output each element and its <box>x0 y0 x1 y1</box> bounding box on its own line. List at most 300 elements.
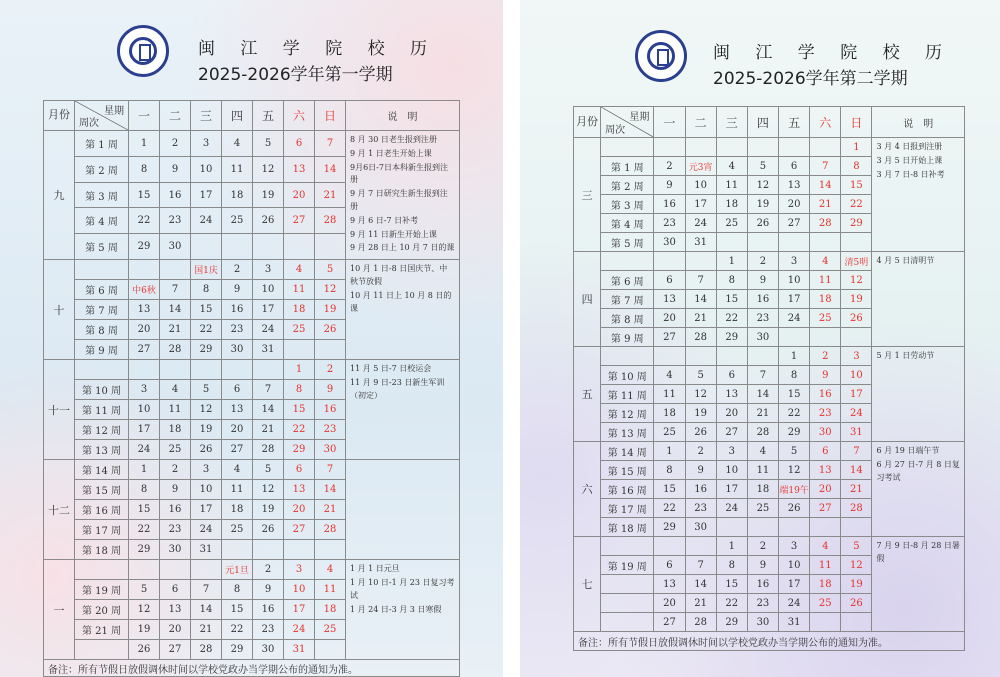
month-label: 三 <box>574 138 601 252</box>
day-cell: 8 <box>191 280 222 300</box>
day-cell: 17 <box>191 500 222 520</box>
weekday-header: 三 <box>716 107 747 138</box>
day-cell: 10 <box>253 280 284 300</box>
day-cell: 8 <box>779 366 810 385</box>
day-cell <box>779 328 810 347</box>
week-number: 第 4 周 <box>601 214 654 233</box>
day-cell: 13 <box>129 300 160 320</box>
day-cell: 4 <box>222 460 253 480</box>
day-cell: 20 <box>160 620 191 640</box>
day-cell: 11 <box>747 461 778 480</box>
day-cell: 2 <box>315 360 346 380</box>
day-cell: 3 <box>129 380 160 400</box>
day-cell: 29 <box>841 214 872 233</box>
day-cell: 30 <box>160 234 191 260</box>
day-cell <box>685 138 716 157</box>
month-notes <box>346 460 460 560</box>
day-cell: 23 <box>685 499 716 518</box>
day-cell: 3 <box>779 252 810 271</box>
week-number: 第 7 周 <box>601 290 654 309</box>
day-cell: 9 <box>222 280 253 300</box>
day-cell: 8 <box>129 156 160 182</box>
day-cell: 3 <box>841 347 872 366</box>
holiday-cell: 元3宵 <box>685 157 716 176</box>
day-cell: 26 <box>315 320 346 340</box>
day-cell <box>191 234 222 260</box>
day-cell: 9 <box>160 480 191 500</box>
day-cell <box>716 347 747 366</box>
day-cell <box>315 640 346 660</box>
day-cell <box>191 360 222 380</box>
day-cell <box>747 518 778 537</box>
day-cell: 11 <box>315 580 346 600</box>
day-cell: 21 <box>315 182 346 208</box>
day-cell: 8 <box>284 380 315 400</box>
week-row <box>44 131 460 157</box>
day-cell: 22 <box>779 404 810 423</box>
day-cell: 6 <box>284 460 315 480</box>
day-cell: 9 <box>747 556 778 575</box>
weekday-header: 六 <box>810 107 841 138</box>
day-cell: 21 <box>315 500 346 520</box>
day-cell: 19 <box>253 182 284 208</box>
day-cell: 23 <box>160 208 191 234</box>
day-cell: 24 <box>129 440 160 460</box>
day-cell <box>129 260 160 280</box>
week-weekday-header <box>601 107 654 138</box>
day-cell: 7 <box>685 556 716 575</box>
day-cell: 7 <box>253 380 284 400</box>
day-cell <box>685 252 716 271</box>
note-item: 9月6日-7日本科新生报到注册 <box>350 162 448 185</box>
weekday-header: 一 <box>129 101 160 131</box>
day-cell: 7 <box>685 271 716 290</box>
day-cell: 11 <box>810 271 841 290</box>
day-cell: 15 <box>779 385 810 404</box>
holiday-cell: 清5明 <box>841 252 872 271</box>
day-cell: 11 <box>222 156 253 182</box>
day-cell: 21 <box>160 320 191 340</box>
header-row <box>574 107 965 138</box>
day-cell: 14 <box>191 600 222 620</box>
week-number: 第 10 周 <box>601 366 654 385</box>
day-cell <box>222 234 253 260</box>
day-cell <box>747 138 778 157</box>
day-cell: 16 <box>810 385 841 404</box>
day-cell: 25 <box>654 423 685 442</box>
day-cell: 20 <box>654 594 685 613</box>
month-label: 五 <box>574 347 601 442</box>
day-cell: 22 <box>284 420 315 440</box>
day-cell <box>841 233 872 252</box>
week-label: 周次 <box>79 118 99 129</box>
week-number: 第 17 周 <box>75 520 129 540</box>
day-cell <box>222 360 253 380</box>
day-cell: 3 <box>284 560 315 580</box>
day-cell: 24 <box>191 520 222 540</box>
day-cell <box>191 560 222 580</box>
day-cell <box>160 360 191 380</box>
day-cell <box>315 234 346 260</box>
day-cell: 18 <box>284 300 315 320</box>
week-row <box>574 537 965 556</box>
day-cell: 10 <box>284 580 315 600</box>
week-number: 第 19 周 <box>601 556 654 575</box>
day-cell: 25 <box>747 499 778 518</box>
day-cell: 21 <box>253 420 284 440</box>
calendar-table <box>573 106 965 651</box>
day-cell <box>685 347 716 366</box>
day-cell: 7 <box>841 442 872 461</box>
day-cell: 13 <box>779 176 810 195</box>
week-number <box>601 347 654 366</box>
day-cell: 21 <box>747 404 778 423</box>
week-number <box>601 138 654 157</box>
day-cell: 9 <box>654 176 685 195</box>
day-cell: 15 <box>129 500 160 520</box>
day-cell: 29 <box>191 340 222 360</box>
day-cell: 11 <box>810 556 841 575</box>
day-cell: 12 <box>841 271 872 290</box>
day-cell: 21 <box>810 195 841 214</box>
day-cell: 16 <box>160 182 191 208</box>
day-cell: 28 <box>810 214 841 233</box>
day-cell: 28 <box>160 340 191 360</box>
month-notes <box>872 347 965 442</box>
week-number: 第 8 周 <box>75 320 129 340</box>
day-cell: 24 <box>841 404 872 423</box>
day-cell: 12 <box>191 400 222 420</box>
footnote: 备注：所有节假日放假调休时间以学校党政办当学期公布的通知为准。 <box>574 632 965 651</box>
day-cell: 16 <box>654 195 685 214</box>
day-cell: 20 <box>129 320 160 340</box>
day-cell: 28 <box>685 328 716 347</box>
week-number: 第 14 周 <box>601 442 654 461</box>
week-number: 第 3 周 <box>601 195 654 214</box>
week-number: 第 11 周 <box>601 385 654 404</box>
note-item: 1 月 10 日-1 月 23 日复习考试 <box>350 577 455 600</box>
day-cell: 8 <box>716 556 747 575</box>
day-cell: 14 <box>747 385 778 404</box>
day-cell <box>779 138 810 157</box>
day-cell: 7 <box>810 157 841 176</box>
day-cell: 6 <box>779 157 810 176</box>
day-cell: 25 <box>222 208 253 234</box>
day-cell: 17 <box>685 195 716 214</box>
month-notes <box>346 360 460 460</box>
day-cell: 26 <box>747 214 778 233</box>
day-cell <box>716 518 747 537</box>
holiday-cell: 端19午 <box>779 480 810 499</box>
week-number: 第 12 周 <box>601 404 654 423</box>
day-cell: 19 <box>315 300 346 320</box>
day-cell: 27 <box>654 613 685 632</box>
day-cell: 28 <box>841 499 872 518</box>
weekday-header: 一 <box>654 107 685 138</box>
day-cell: 23 <box>654 214 685 233</box>
day-cell: 14 <box>685 290 716 309</box>
day-cell: 2 <box>253 560 284 580</box>
day-cell <box>810 328 841 347</box>
day-cell: 18 <box>160 420 191 440</box>
day-cell: 10 <box>779 556 810 575</box>
day-cell: 18 <box>654 404 685 423</box>
week-number: 第 17 周 <box>601 499 654 518</box>
day-cell: 28 <box>315 520 346 540</box>
week-row <box>44 560 460 580</box>
weekday-header: 四 <box>222 101 253 131</box>
day-cell: 20 <box>222 420 253 440</box>
day-cell: 4 <box>810 252 841 271</box>
day-cell: 24 <box>685 214 716 233</box>
day-cell: 4 <box>810 537 841 556</box>
day-cell: 8 <box>222 580 253 600</box>
day-cell: 8 <box>841 157 872 176</box>
month-label: 四 <box>574 252 601 347</box>
day-cell: 6 <box>810 442 841 461</box>
note-item: 7 月 9 日-8 月 28 日暑假 <box>876 541 960 563</box>
weekday-header: 五 <box>253 101 284 131</box>
week-number: 第 14 周 <box>75 460 129 480</box>
day-cell: 29 <box>222 640 253 660</box>
day-cell: 5 <box>841 537 872 556</box>
day-cell: 20 <box>810 480 841 499</box>
day-cell: 19 <box>191 420 222 440</box>
holiday-cell: 国1庆 <box>191 260 222 280</box>
note-item: 9 月 7 日研究生新生报到注册 <box>350 189 448 211</box>
week-number: 第 5 周 <box>75 234 129 260</box>
day-cell: 7 <box>747 366 778 385</box>
day-cell: 12 <box>129 600 160 620</box>
note-item: 10 月 1 日-8 日国庆节、中秋节放假 <box>350 264 448 286</box>
week-number: 第 5 周 <box>601 233 654 252</box>
day-cell: 5 <box>685 366 716 385</box>
day-cell: 18 <box>810 290 841 309</box>
day-cell: 12 <box>253 156 284 182</box>
day-cell: 27 <box>654 328 685 347</box>
day-cell: 2 <box>160 460 191 480</box>
day-cell: 16 <box>315 400 346 420</box>
day-cell: 15 <box>716 290 747 309</box>
day-cell: 22 <box>222 620 253 640</box>
month-label: 十一 <box>44 360 75 460</box>
day-cell <box>810 518 841 537</box>
week-number: 第 19 周 <box>75 580 129 600</box>
day-cell <box>747 233 778 252</box>
day-cell: 28 <box>685 613 716 632</box>
week-number: 第 9 周 <box>75 340 129 360</box>
day-cell: 13 <box>284 480 315 500</box>
day-cell: 12 <box>841 556 872 575</box>
day-cell: 14 <box>253 400 284 420</box>
day-cell: 9 <box>747 271 778 290</box>
day-cell: 26 <box>685 423 716 442</box>
week-row <box>574 347 965 366</box>
day-cell: 31 <box>685 233 716 252</box>
day-cell <box>810 138 841 157</box>
day-cell: 11 <box>284 280 315 300</box>
day-cell: 29 <box>716 613 747 632</box>
day-cell: 26 <box>129 640 160 660</box>
day-cell: 12 <box>685 385 716 404</box>
day-cell: 12 <box>747 176 778 195</box>
week-number: 第 7 周 <box>75 300 129 320</box>
day-cell: 26 <box>253 520 284 540</box>
day-cell: 13 <box>716 385 747 404</box>
week-number: 第 9 周 <box>601 328 654 347</box>
day-cell: 25 <box>284 320 315 340</box>
day-cell: 22 <box>129 208 160 234</box>
day-cell: 4 <box>284 260 315 280</box>
note-item: 11 月 9 日-23 日新生军训（初定） <box>350 377 445 400</box>
day-cell: 29 <box>129 540 160 560</box>
week-number: 第 10 周 <box>75 380 129 400</box>
day-cell: 10 <box>716 461 747 480</box>
weekday-label: 星期 <box>104 106 124 117</box>
day-cell: 22 <box>191 320 222 340</box>
week-number: 第 8 周 <box>601 309 654 328</box>
note-item: 9 月 11 日新生开始上课 <box>350 229 437 239</box>
week-number <box>601 575 654 594</box>
day-cell: 1 <box>129 460 160 480</box>
day-cell: 9 <box>685 461 716 480</box>
day-cell: 5 <box>191 380 222 400</box>
day-cell: 23 <box>747 309 778 328</box>
day-cell: 13 <box>160 600 191 620</box>
day-cell: 5 <box>253 131 284 157</box>
day-cell: 16 <box>160 500 191 520</box>
note-item: 3 月 7 日-8 日补考 <box>876 169 945 179</box>
day-cell <box>222 540 253 560</box>
semester-subtitle: 2025-2026学年第一学期 <box>198 65 393 85</box>
calendar-table <box>43 100 460 677</box>
day-cell: 1 <box>284 360 315 380</box>
day-cell: 21 <box>685 594 716 613</box>
day-cell: 18 <box>810 575 841 594</box>
weekday-header: 二 <box>685 107 716 138</box>
day-cell: 29 <box>654 518 685 537</box>
day-cell: 23 <box>810 404 841 423</box>
day-cell: 4 <box>654 366 685 385</box>
day-cell: 29 <box>779 423 810 442</box>
day-cell: 6 <box>222 380 253 400</box>
day-cell: 5 <box>779 442 810 461</box>
semester-2-calendar <box>520 0 1000 677</box>
note-item: 9 月 6 日-7 日补考 <box>350 215 419 225</box>
day-cell: 21 <box>841 480 872 499</box>
day-cell: 7 <box>315 460 346 480</box>
day-cell: 8 <box>129 480 160 500</box>
day-cell: 10 <box>129 400 160 420</box>
day-cell: 27 <box>284 208 315 234</box>
day-cell: 9 <box>315 380 346 400</box>
day-cell: 14 <box>810 176 841 195</box>
day-cell: 2 <box>810 347 841 366</box>
day-cell: 2 <box>222 260 253 280</box>
day-cell <box>716 233 747 252</box>
day-cell: 21 <box>685 309 716 328</box>
calendar-title: 闽 江 学 院 校 历 <box>198 39 438 59</box>
week-row <box>574 252 965 271</box>
day-cell: 4 <box>222 131 253 157</box>
day-cell: 2 <box>160 131 191 157</box>
day-cell <box>810 613 841 632</box>
day-cell: 10 <box>191 480 222 500</box>
note-item: 3 月 4 日报到注册 <box>876 142 943 151</box>
day-cell: 3 <box>191 131 222 157</box>
day-cell: 4 <box>716 157 747 176</box>
week-number <box>601 613 654 632</box>
day-cell: 30 <box>747 613 778 632</box>
note-item: 1 月 24 日-3 月 3 日寒假 <box>350 604 442 614</box>
month-notes <box>872 138 965 252</box>
week-number: 第 6 周 <box>75 280 129 300</box>
day-cell: 31 <box>284 640 315 660</box>
day-cell: 17 <box>779 290 810 309</box>
weekday-header: 日 <box>315 101 346 131</box>
day-cell: 1 <box>716 537 747 556</box>
day-cell: 6 <box>716 366 747 385</box>
day-cell: 10 <box>191 156 222 182</box>
day-cell: 22 <box>716 309 747 328</box>
day-cell: 30 <box>253 640 284 660</box>
day-cell: 24 <box>284 620 315 640</box>
day-cell: 10 <box>779 271 810 290</box>
day-cell: 30 <box>315 440 346 460</box>
day-cell <box>841 613 872 632</box>
day-cell: 7 <box>191 580 222 600</box>
day-cell: 19 <box>129 620 160 640</box>
day-cell: 29 <box>284 440 315 460</box>
day-cell: 28 <box>315 208 346 234</box>
day-cell: 8 <box>654 461 685 480</box>
day-cell: 13 <box>810 461 841 480</box>
day-cell: 18 <box>747 480 778 499</box>
day-cell: 5 <box>253 460 284 480</box>
weekday-header: 六 <box>284 101 315 131</box>
day-cell: 19 <box>841 290 872 309</box>
month-notes <box>872 252 965 347</box>
note-item: 6 月 19 日端午节 <box>876 446 940 455</box>
week-label: 周次 <box>605 125 626 136</box>
day-cell: 7 <box>160 280 191 300</box>
weekday-label: 星期 <box>629 112 650 123</box>
notes-header: 说 明 <box>346 101 460 131</box>
day-cell: 5 <box>747 157 778 176</box>
weekday-header: 三 <box>191 101 222 131</box>
day-cell: 16 <box>747 575 778 594</box>
week-number: 第 2 周 <box>601 176 654 195</box>
day-cell: 17 <box>284 600 315 620</box>
day-cell: 6 <box>654 556 685 575</box>
day-cell: 20 <box>716 404 747 423</box>
day-cell: 22 <box>129 520 160 540</box>
day-cell: 2 <box>685 442 716 461</box>
day-cell: 14 <box>315 156 346 182</box>
day-cell: 23 <box>315 420 346 440</box>
day-cell: 15 <box>284 400 315 420</box>
day-cell: 4 <box>747 442 778 461</box>
day-cell: 27 <box>810 499 841 518</box>
day-cell <box>253 540 284 560</box>
day-cell: 2 <box>747 537 778 556</box>
day-cell: 1 <box>129 131 160 157</box>
day-cell: 3 <box>191 460 222 480</box>
week-number: 第 12 周 <box>75 420 129 440</box>
week-number: 第 13 周 <box>75 440 129 460</box>
day-cell: 16 <box>253 600 284 620</box>
day-cell: 11 <box>160 400 191 420</box>
